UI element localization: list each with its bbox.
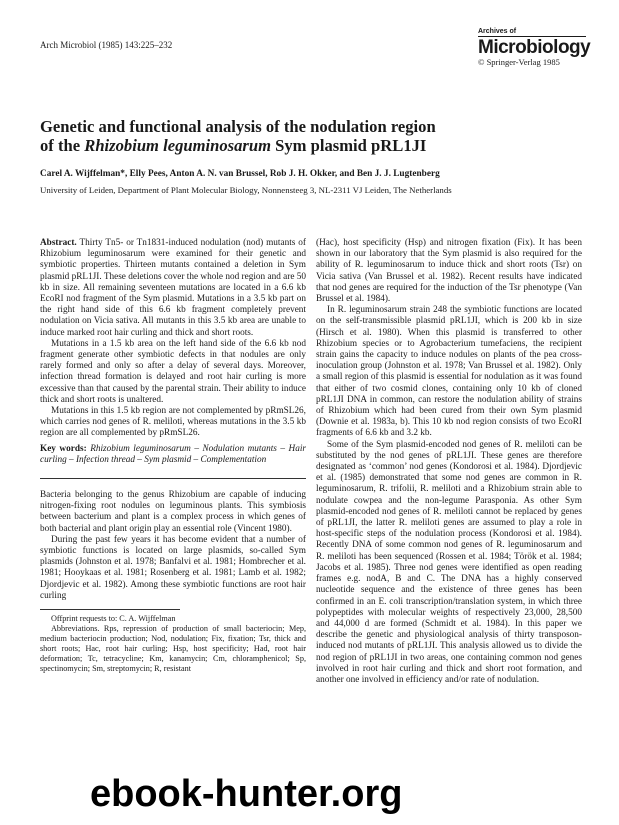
journal-citation: Arch Microbiol (1985) 143:225–232 xyxy=(40,40,173,50)
abstract-paragraph-2: Mutations in a 1.5 kb area on the left hand side of the 6.6 kb nod fragment generate other symbiotic defects in that nodules are only rarely formed and only so after a delay of several days. Moreover, infection thread formation is delayed and root hair curling is more excessive than that caused by the parental strain. Their ability to induce thick and short roots is unaltered. xyxy=(40,338,306,405)
body-paragraph-3: Some of the Sym plasmid-encoded nod genes of R. meliloti can be substituted by the nod genes of pRL1JI. These genes are therefore designated as ‘common’ nod genes (Kondorosi et al. 1984). Djordjevic et al. (1985) demonstrated that some nod genes are common in R. leguminosarum, R. trifolii, R. meliloti and a Rhizobium strain able to nodulate cowpea and the non-legume Parasponia. As other Sym plasmid-encoded nod genes of R. meliloti cannot be replaced by genes of pRL1JI, the latter R. meliloti genes are assumed to play a role in host-specific steps of the nodulation process (Kondorosi et al. 1984). Recently DNA of some common nod genes of R. leguminosarum and R. meliloti has been sequenced (Rossen et al. 1984; Török et al. 1984; Jacobs et al. 1985). Three nod genes were identified as open reading frames e.g. nodA, B and C. The DNA has a highly conserved nucleotide sequence and the existence of three genes has been confirmed in an E. coli transcription/translation system, in which three polypeptides with molecular weights of respectively 23,000, 28,500 and 44,000 d are formed (Schmidt et al. 1984). In this paper we describe the genetic and physiological analysis of thirty transposon-induced nod mutants of pRL1JI. This analysis allowed us to divide the nod region of pRL1JI in two areas, one containing common nod genes involved in root hair curling and thick and short root formation, and another one involved in efficiency and/or rate of nodulation. xyxy=(316,439,582,685)
keywords-text: Rhizobium leguminosarum – Nodulation mutants – Hair curling – Infection thread – Sym plasmid – Complementation xyxy=(40,443,306,465)
footnotes xyxy=(40,614,306,674)
offprint-note: Offprint requests to: C. A. Wijffelman xyxy=(51,614,176,624)
watermark: ebook-hunter.org xyxy=(90,773,403,815)
title-species: Rhizobium leguminosarum xyxy=(84,136,271,155)
left-column xyxy=(40,238,306,674)
author-list: Carel A. Wijffelman*, Elly Pees, Anton A. N. van Brussel, Rob J. H. Okker, and Ben J. J. Lugtenberg xyxy=(40,169,440,179)
title-line-2 xyxy=(40,136,580,155)
abstract-paragraph-3: Mutations in this 1.5 kb region are not complemented by pRmSL26, which carries nod genes of R. meliloti, whereas mutations in the 3.5 kb region are all complemented by pRmSL26. xyxy=(40,406,306,439)
affiliation: University of Leiden, Department of Plant Molecular Biology, Nonnensteeg 3, NL-2311 VJ Leiden, The Netherlands xyxy=(40,185,452,195)
masthead-logo: Microbiology xyxy=(478,37,591,58)
keywords xyxy=(40,444,306,466)
right-column xyxy=(316,238,582,686)
body-paragraph-1: (Hac), host specificity (Hsp) and nitrogen fixation (Fix). It has been shown in our laboratory that the Sym plasmid is also required for the ability of R. leguminosarum to induce thick and short roots (Tsr) on Vicia sativa (Van Brussel et al. 1982). Recent results have indicated that nod genes are required for the induction of the Tsr phenotype (Van Brussel et al. 1984). xyxy=(316,238,582,305)
journal-masthead xyxy=(478,28,590,67)
title-line-1: Genetic and functional analysis of the nodulation region xyxy=(40,117,436,136)
section-divider xyxy=(40,478,306,479)
intro-paragraph-2: During the past few years it has become evident that a number of symbiotic functions is located on large plasmids, so-called Sym plasmids (Johnston et al. 1978; Banfalvi et al. 1981; Hombrecher et al. 1981; Hooykaas et al. 1981; Rosenberg et al. 1981; Lamb et al. 1982; Djordjevic et al. 1982). Among these symbiotic functions are root hair curling xyxy=(40,534,306,601)
footnote-divider xyxy=(40,609,180,610)
abbreviations-note: Abbreviations. Rps, repression of production of small bacteriocin; Mep, medium bacteriocin production; Nod, nodulation; Fix, fixation; Tsr, thick and short roots; Hac, root hair curling; Hsp, host specificity; Had, root hair deformation; Tc, tetracycline; Km, kanamycin; Cm, chloramphenicol; Sp, spectinomycin; Sm, streptomycin; R, resistant xyxy=(40,624,306,674)
keywords-label: Key words: xyxy=(40,443,87,454)
abstract-paragraph-1 xyxy=(40,238,306,339)
title-text: of the xyxy=(40,136,85,155)
abstract-text-1: Thirty Tn5- or Tn1831-induced nodulation (nod) mutants of Rhizobium leguminosarum were examined for their genetic and symbiotic properties. Thirteen mutants contained a deletion in Sym plasmid pRL1JI. These deletions cover the whole nod region and are 50 kb in size. All remaining seventeen mutations are located in a 6.6 kb EcoRI nod fragment of the Sym plasmid. Mutations in a 3.5 kb part on the right hand side of this 6.6 kb fragment completely prevent nodulation on Vicia sativa. All mutants in this 3.5 kb area are unable to induce marked root hair curling and thick and short roots. xyxy=(40,238,306,338)
title-text-end: Sym plasmid pRL1JI xyxy=(271,136,427,155)
masthead-archives: Archives of xyxy=(478,28,517,35)
paper-title xyxy=(40,117,580,155)
intro-paragraph-1: Bacteria belonging to the genus Rhizobium are capable of inducing nitrogen-fixing root nodules on leguminous plants. This symbiosis between bacterium and plant is a complex process in which genes of both bacterial and plant origin play an essential role (Vincent 1980). xyxy=(40,490,306,534)
body-paragraph-2: In R. leguminosarum strain 248 the symbiotic functions are located on the self-transmissible plasmid pRL1JI, which is 200 kb in size (Hirsch et al. 1980). When this plasmid is transferred to other Rhizobium species or to Agrobacterium tumefaciens, the recipient strain gains the capacity to induce nodules on plants of the pea cross-inoculation group (Johnston et al. 1978; Van Brussel et al. 1982). Only a small region of this plasmid is essential for nodulation as it was found that either of two cosmid clones, containing only 10 kb of cloned pRL1JI DNA in common, can restore the nodulation ability of strains of Rhizobium which had been cured from their own Sym plasmid (Downie et al. 1983a, b). This 10 kb nod region consists of two EcoRI fragments of 6.6 kb and 3.2 kb. xyxy=(316,305,582,439)
abstract-label: Abstract. xyxy=(40,238,77,248)
publisher-line: © Springer-Verlag 1985 xyxy=(478,57,560,67)
